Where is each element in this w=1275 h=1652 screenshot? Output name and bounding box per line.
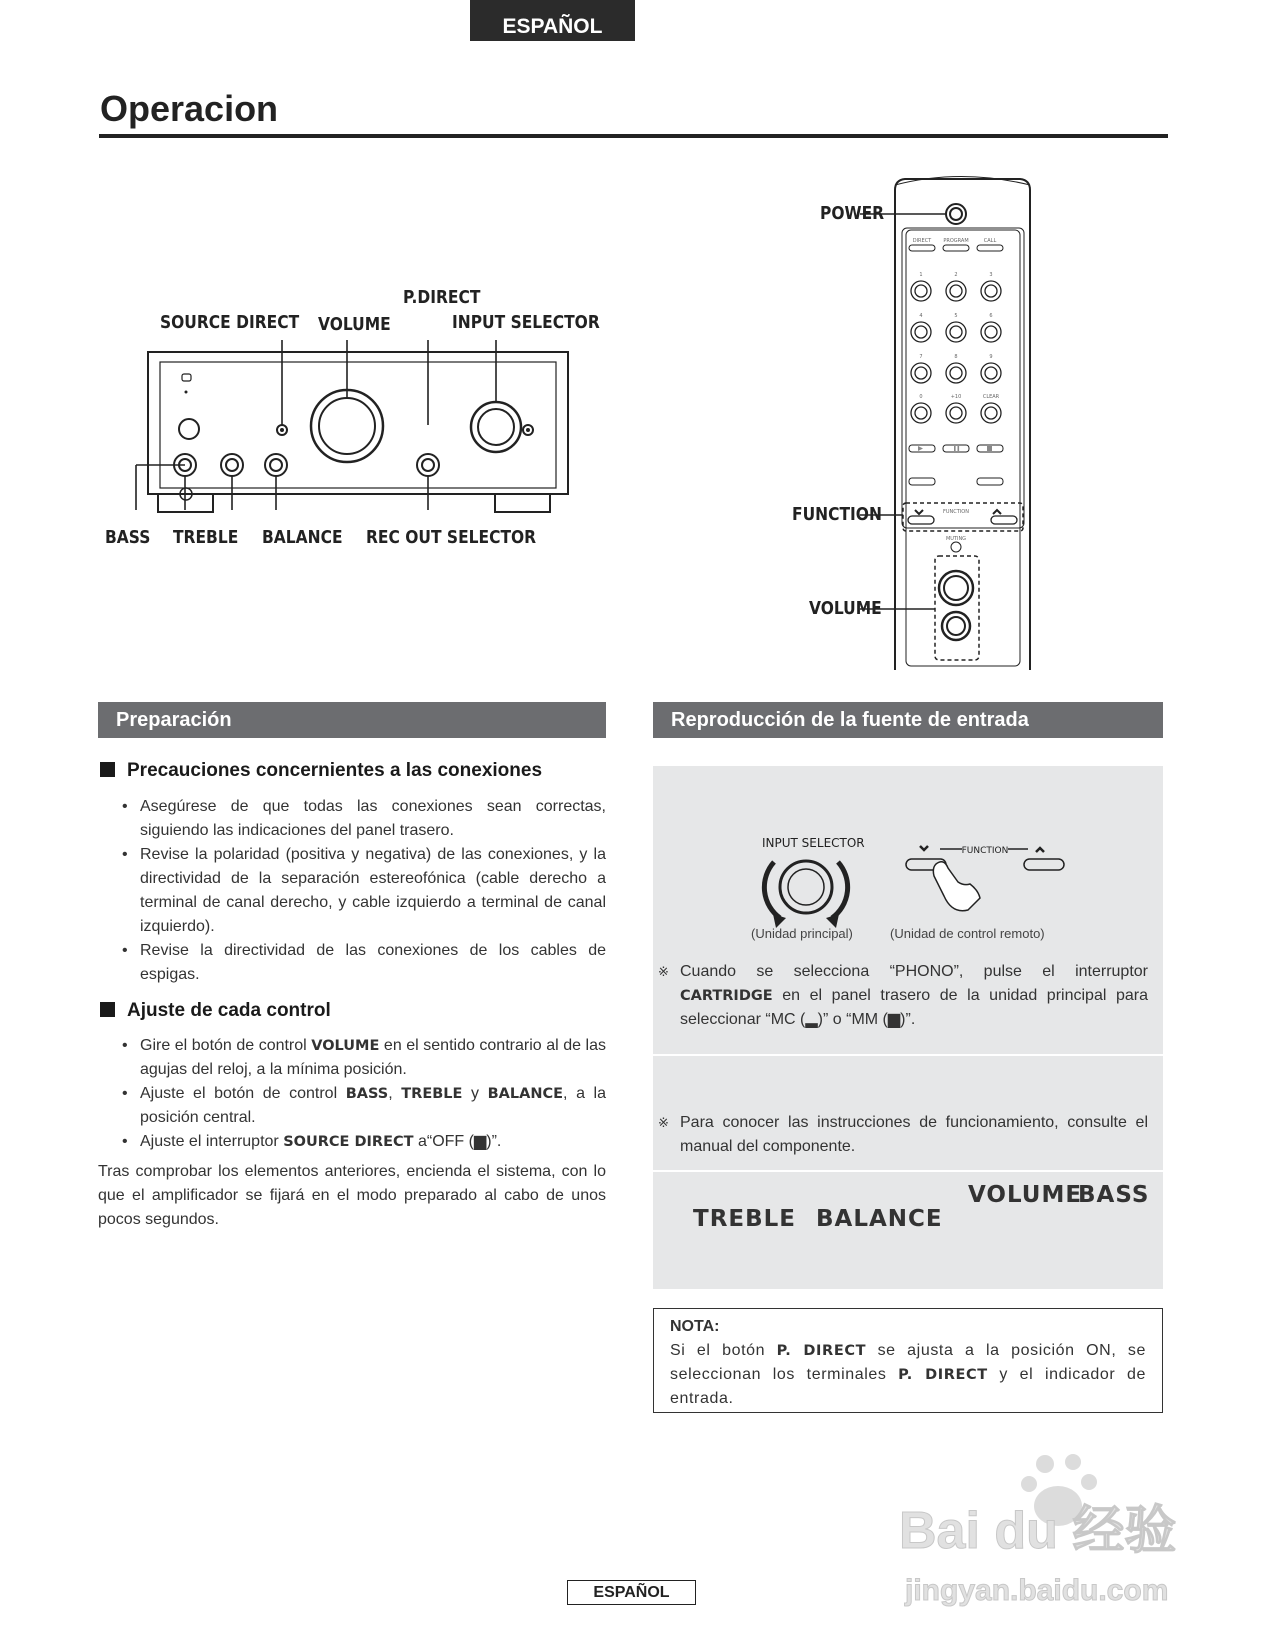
list-item: • Ajuste el botón de control BASS, TREBLE y BALANCE, a la posición central. <box>120 1082 606 1130</box>
square-bullet-icon <box>100 1002 115 1017</box>
control-word-balance: BALANCE <box>816 1206 943 1232</box>
pause-icon <box>954 446 956 451</box>
play-icon <box>918 446 923 451</box>
section-bar-preparacion: Preparación <box>98 702 606 738</box>
remote-small-direct: DIRECT <box>912 238 932 244</box>
remote-small-call: CALL <box>983 238 997 244</box>
remote-small-0: 0 <box>919 394 923 400</box>
label-treble: TREBLE <box>173 527 239 548</box>
list-item: • Revise la directividad de las conexiones de los cables de espigas. <box>120 939 606 987</box>
control-word-treble: TREBLE <box>693 1206 797 1232</box>
remote-small-1: 1 <box>919 272 923 278</box>
remote-small-5: 5 <box>954 313 958 319</box>
square-bullet-icon <box>100 762 115 777</box>
amplifier-front-panel-diagram <box>100 340 620 540</box>
remote-small-6: 6 <box>989 313 993 319</box>
note-component-manual: ※ Para conocer las instrucciones de funcionamiento, consulte el manual del componente. <box>658 1111 1148 1159</box>
remote-label-volume: VOLUME <box>809 598 882 619</box>
note-phono-cartridge: ※ Cuando se selecciona “PHONO”, pulse el interruptor CARTRIDGE en el panel trasero de la unidad principal para seleccionar “MC (▂)” o “MM (▆)”. <box>658 960 1148 1032</box>
nota-title: NOTA: <box>670 1318 720 1335</box>
watermark-url: jingyan.baidu.com <box>905 1574 1169 1607</box>
remote-small-plus10: +10 <box>950 394 962 400</box>
baidu-jingyan-watermark <box>895 1450 1195 1610</box>
list-item: • Asegúrese de que todas las conexiones sean correctas, siguiendo las indicaciones del panel trasero. <box>120 795 606 843</box>
nota-text: Si el botón P. DIRECT se ajusta a la posición ON, se seleccionan los terminales P. DIRECT y el indicador de entrada. <box>670 1342 1146 1407</box>
remote-small-8: 8 <box>954 354 958 360</box>
page-title: Operacion <box>100 88 279 129</box>
precautions-list <box>120 795 606 987</box>
remote-small-2: 2 <box>954 272 958 278</box>
watermark-brand: Bai du 经验 <box>899 1502 1177 1560</box>
section-bar-reproduccion: Reproducción de la fuente de entrada <box>653 702 1163 738</box>
label-input-selector: INPUT SELECTOR <box>452 312 600 333</box>
control-word-volume: VOLUME <box>968 1182 1083 1208</box>
remote-small-clear: CLEAR <box>982 394 1000 400</box>
remote-small-function: FUNCTION <box>943 509 969 515</box>
remote-small-muting: MUTING <box>945 536 967 542</box>
list-item: • Gire el botón de control VOLUME en el sentido contrario al de las agujas del reloj, a la mínima posición. <box>120 1034 606 1082</box>
language-tab: ESPAÑOL <box>470 0 635 41</box>
remote-function-figure <box>900 843 1070 913</box>
remote-small-3: 3 <box>989 272 993 278</box>
list-item: • Revise la polaridad (positiva y negativa) de las conexiones, y la directividad de la separación estereofónica (cable derecho a terminal de canal derecho, y cable izquierdo a terminal de canal izquierdo). <box>120 843 606 939</box>
stop-icon <box>987 446 992 451</box>
subhead-precauciones: Precauciones concernientes a las conexiones <box>100 760 542 782</box>
fig-input-selector-label: INPUT SELECTOR <box>762 836 865 850</box>
fig-function-label: FUNCTION <box>961 846 1009 856</box>
remote-label-function: FUNCTION <box>792 504 882 525</box>
label-source-direct: SOURCE DIRECT <box>160 312 300 333</box>
adjust-list <box>120 1034 606 1154</box>
remote-small-4: 4 <box>919 313 923 319</box>
remote-small-program: PROGRAM <box>943 238 969 244</box>
label-rec-out-selector: REC OUT SELECTOR <box>366 527 537 548</box>
remote-small-7: 7 <box>919 354 923 360</box>
nota-box <box>653 1308 1163 1413</box>
list-item: • Ajuste el interruptor SOURCE DIRECT a“OFF (▆)”. <box>120 1130 606 1154</box>
closing-paragraph: Tras comprobar los elementos anteriores, encienda el sistema, con lo que el amplificador se fijará en el modo preparado al cabo de unos pocos segundos. <box>98 1163 606 1228</box>
footer-language-tab: ESPAÑOL <box>567 1580 696 1605</box>
remote-label-power: POWER <box>820 203 885 224</box>
caption-main-unit: (Unidad principal) <box>751 926 853 941</box>
label-p-direct: P.DIRECT <box>403 287 481 308</box>
remote-control-diagram <box>860 170 1040 670</box>
subhead-ajuste: Ajuste de cada control <box>100 1000 331 1022</box>
control-word-bass: BASS <box>1078 1182 1150 1208</box>
title-rule <box>99 134 1168 138</box>
label-balance: BALANCE <box>262 527 343 548</box>
remote-small-9: 9 <box>989 354 993 360</box>
label-volume: VOLUME <box>318 314 391 335</box>
label-bass: BASS <box>105 527 151 548</box>
caption-remote-unit: (Unidad de control remoto) <box>890 926 1045 941</box>
paw-icon <box>1036 1455 1054 1473</box>
